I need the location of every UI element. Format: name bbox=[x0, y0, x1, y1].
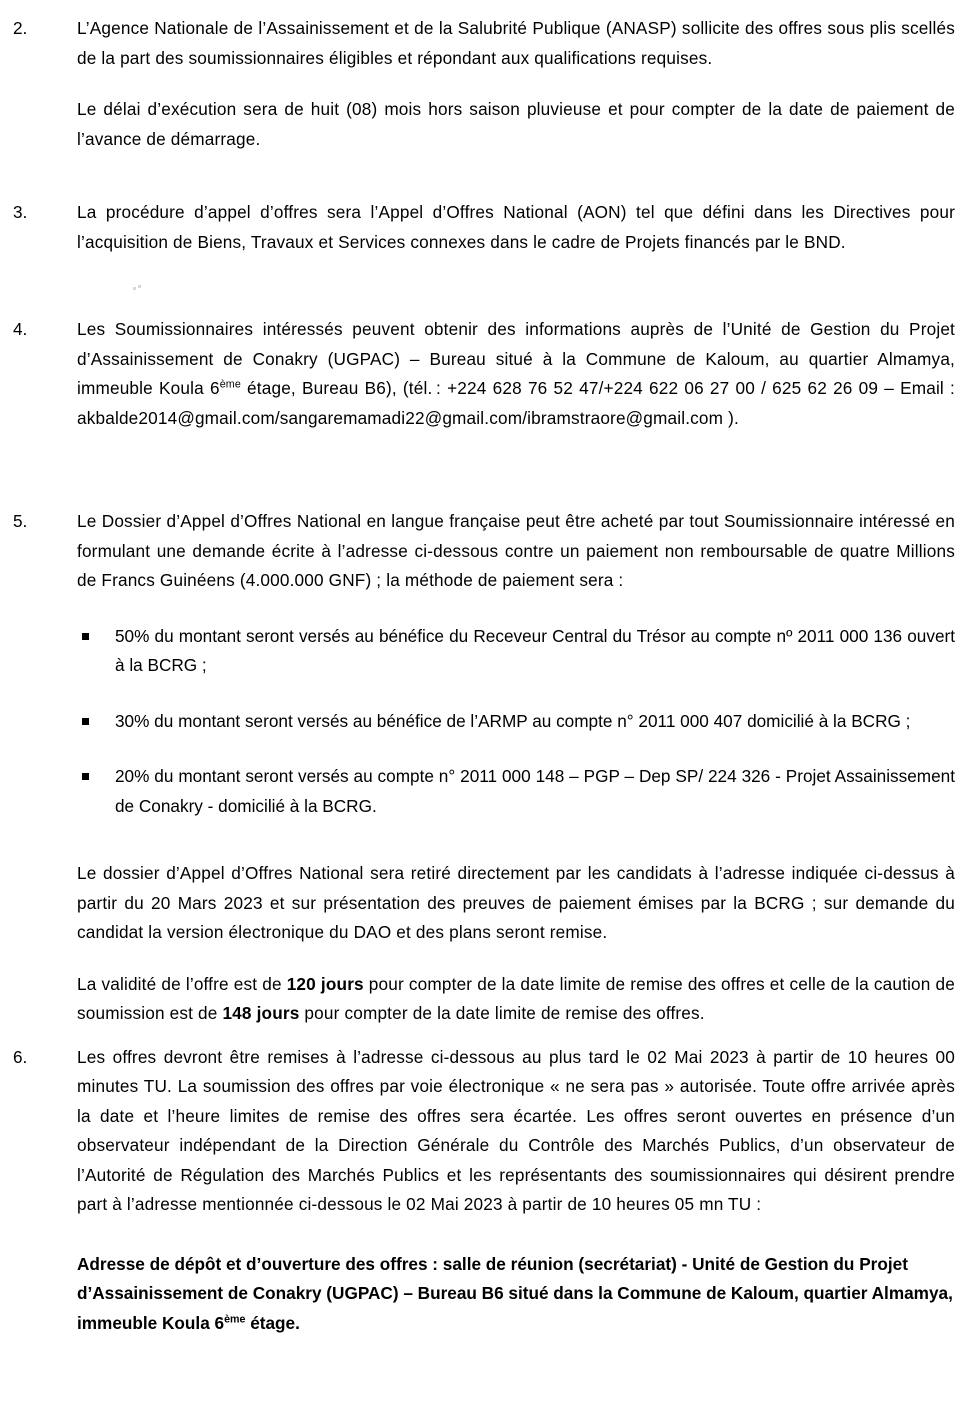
clause-4-number: 4. bbox=[13, 319, 28, 339]
payment-bullet-text: 20% du montant seront versés au compte n° 2011 000 148 – PGP – Dep SP/ 224 326 - Projet Assainissement de Conakry - domicilié à la BCRG. bbox=[115, 766, 955, 816]
payment-bullet-text: 50% du montant seront versés au bénéfice du Receveur Central du Trésor au compte nº 2011 000 136 ouvert à la BCRG ; bbox=[115, 625, 955, 675]
spacer-after-clause-3 bbox=[0, 257, 964, 301]
clause-5 bbox=[0, 507, 964, 1029]
clause-4-text-after-superscript: étage, Bureau B6), (tél. : +224 628 76 52 47/+224 622 06 27 00 / 625 62 26 09 – Email : akbalde2014@gmail.com/sangaremamadi22@gmail.com/ibramstraore@gmail.com ). bbox=[77, 378, 955, 428]
spacer-before-address bbox=[0, 1220, 964, 1250]
spacer-after-bullets bbox=[77, 821, 955, 859]
square-bullet-icon bbox=[82, 773, 89, 780]
spacer-after-clause-2 bbox=[0, 154, 964, 198]
clause-3-paragraph-1: La procédure d’appel d’offres sera l’Appel d’Offres National (AON) tel que défini dans les Directives pour l’acquisition de Biens, Travaux et Services connexes dans le cadre de Projets financés par le BND. bbox=[77, 202, 955, 252]
clause-4-paragraph bbox=[77, 315, 955, 433]
payment-method-list bbox=[77, 622, 955, 822]
clause-4 bbox=[0, 315, 964, 433]
list-item bbox=[77, 622, 955, 681]
clause-5-number: 5. bbox=[13, 511, 28, 531]
address-text-after-superscript: étage. bbox=[245, 1312, 300, 1333]
spacer-top bbox=[0, 0, 964, 14]
payment-bullet-text: 30% du montant seront versés au bénéfice de l’ARMP au compte n° 2011 000 407 domicilié à la BCRG ; bbox=[115, 710, 911, 731]
clause-3 bbox=[0, 198, 964, 257]
clause-6-paragraph: Les offres devront être remises à l’adresse ci-dessous au plus tard le 02 Mai 2023 à partir de 10 heures 00 minutes TU. La soumission des offres par voie électronique « ne sera pas » autorisée. Toute offre arrivée après la date et l’heure limites de remise des offres sera écartée. Les offres seront ouvertes en présence d’un observateur indépendant de la Direction Générale du Contrôle des Marchés Publics, d’un observateur de l’Autorité de Régulation des Marchés Publics et les représentants des soumissionnaires qui désirent prendre part à l’adresse mentionnée ci-dessous le 02 Mai 2023 à partir de 10 heures 05 mn TU : bbox=[77, 1046, 955, 1214]
address-text bbox=[77, 1250, 955, 1339]
list-item bbox=[77, 707, 955, 737]
validity-text-part-3: pour compter de la date limite de remise des offres. bbox=[299, 1003, 705, 1023]
list-item bbox=[77, 762, 955, 821]
spacer-after-clause-4 bbox=[0, 433, 964, 477]
clause-5-lead-paragraph: Le Dossier d’Appel d’Offres National en langue française peut être acheté par tout Soumissionnaire intéressé en formulant une demande écrite à l’adresse ci-dessous contre un paiement non remboursable de quatre Millions de Francs Guinéens (4.000.000 GNF) ; la méthode de paiement sera : bbox=[77, 511, 955, 590]
offer-validity-days: 120 jours bbox=[286, 973, 364, 994]
ordinal-superscript: ème bbox=[224, 1312, 246, 1325]
validity-text-part-2: pour compter de la date limite de remise des offres et celle de la caution de soumission est de bbox=[77, 973, 955, 1023]
submission-address-block bbox=[0, 1250, 964, 1339]
bid-security-validity-days: 148 jours bbox=[222, 1003, 300, 1023]
clause-3-number: 3. bbox=[13, 202, 28, 222]
address-text-before-superscript: Adresse de dépôt et d’ouverture des offres : salle de réunion (secrétariat) - Unité de Gestion du Projet d’Assainissement de Conakry (UGPAC) – Bureau B6 situé dans la Commune de Kaloum, quartier Almamya, immeuble Koula 6 bbox=[77, 1253, 953, 1333]
spacer-after-clause-4-extra bbox=[0, 477, 964, 507]
square-bullet-icon bbox=[82, 633, 89, 640]
clause-5-validity-paragraph bbox=[77, 970, 955, 1029]
ordinal-superscript: ème bbox=[219, 378, 241, 391]
square-bullet-icon bbox=[82, 718, 89, 725]
clause-5-withdrawal-paragraph: Le dossier d’Appel d’Offres National sera retiré directement par les candidats à l’adresse indiquée ci-dessus à partir du 20 Mars 2023 et sur présentation des preuves de paiement émises par la BCRG ; sur demande du candidat la version électronique du DAO et des plans seront remise. bbox=[77, 863, 955, 942]
spacer-after-clause-3-extra bbox=[0, 301, 964, 315]
clause-6-number: 6. bbox=[13, 1046, 28, 1067]
clause-2-paragraph-1: L’Agence Nationale de l’Assainissement et de la Salubrité Publique (ANASP) sollicite des offres sous plis scellés de la part des soumissionnaires éligibles et répondant aux qualifications requises. bbox=[77, 18, 955, 68]
validity-text-part-1: La validité de l’offre est de bbox=[77, 973, 287, 994]
clause-2-number: 2. bbox=[13, 18, 28, 38]
clause-6 bbox=[0, 1043, 964, 1220]
spacer-after-clause-5 bbox=[0, 1029, 964, 1043]
clause-2-paragraph-2: Le délai d’exécution sera de huit (08) mois hors saison pluvieuse et pour compter de la date de paiement de l’avance de démarrage. bbox=[77, 99, 955, 149]
clause-2 bbox=[0, 14, 964, 154]
clause-4-text-before-superscript: Les Soumissionnaires intéressés peuvent obtenir des informations auprès de l’Unité de Gestion du Projet d’Assainissement de Conakry (UGPAC) – Bureau situé à la Commune de Kaloum, au quartier Almamya, immeuble Koula 6 bbox=[77, 319, 955, 398]
